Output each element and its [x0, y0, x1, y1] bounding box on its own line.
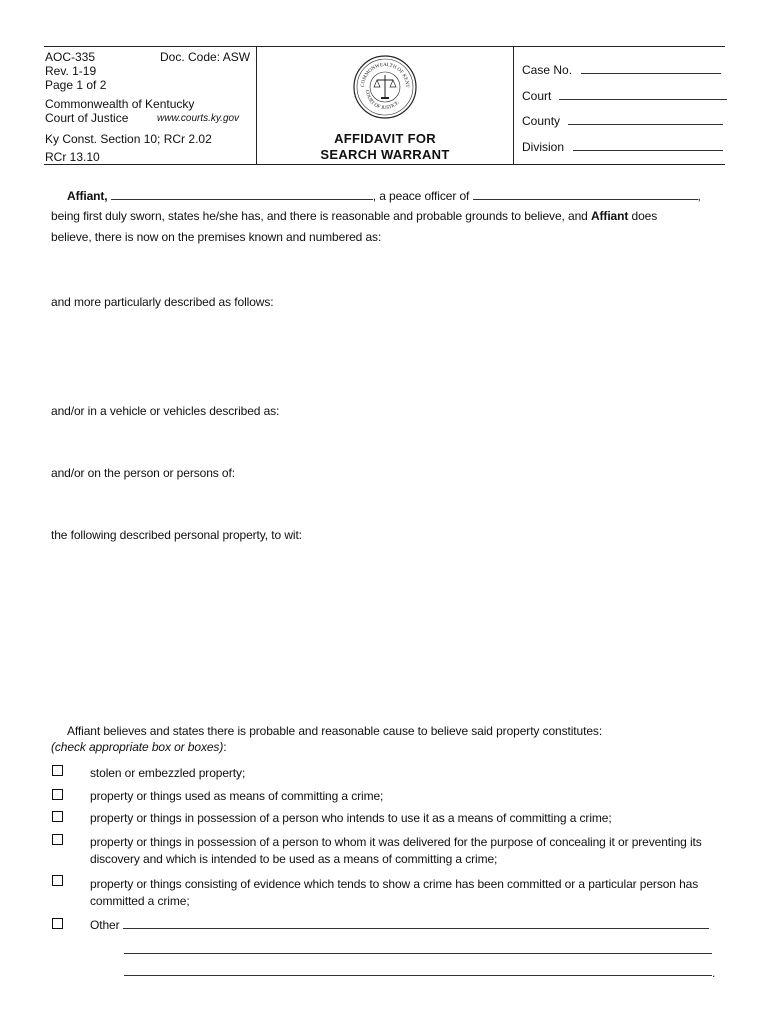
checkbox-evidence[interactable]	[52, 875, 63, 886]
other-line-2[interactable]	[124, 953, 712, 954]
check-instruction-text: (check appropriate box or boxes)	[51, 740, 224, 754]
believes-text: Affiant believes and states there is probable and reasonable cause to believe said property constitutes:	[67, 724, 603, 738]
property-text: the following described personal property, to wit:	[51, 528, 302, 542]
case-number-label: Case No.	[522, 63, 573, 77]
peace-officer-text: , a peace officer of	[372, 189, 470, 203]
division-line[interactable]	[573, 139, 723, 151]
court-field[interactable]	[522, 88, 727, 103]
division-field[interactable]	[522, 139, 723, 154]
person-text: and/or on the person or persons of:	[51, 466, 235, 480]
svg-text:COURT OF JUSTICE	[364, 90, 400, 111]
premises-text: believe, there is now on the premises known and numbered as:	[51, 230, 382, 244]
check-instruction	[51, 740, 226, 754]
checkbox-other[interactable]	[52, 918, 63, 929]
sworn-line	[51, 209, 657, 223]
option-other	[90, 917, 730, 934]
option-stolen: stolen or embezzled property;	[90, 766, 246, 780]
revision: Rev. 1-19	[45, 64, 97, 78]
sworn-text-end: does	[631, 209, 658, 223]
option-evidence: property or things consisting of evidence which tends to show a crime has been committed or a particular person has committed a crime;	[90, 877, 699, 908]
option-means: property or things used as means of committing a crime;	[90, 789, 384, 803]
affiant-name-input[interactable]	[111, 188, 373, 200]
county-label: County	[522, 114, 561, 128]
seal-text-bottom: COURT OF JUSTICE	[363, 89, 401, 112]
other-line-3[interactable]	[124, 975, 712, 976]
option-concealing: property or things in possession of a person to whom it was delivered for the purpose of concealing it or preventing its discovery and which is intended to be used as a means of committing a crime;	[90, 835, 702, 866]
affiant-line: Affiant, , a peace officer of ,	[67, 189, 701, 203]
doc-code: Doc. Code: ASW	[160, 50, 251, 64]
court-name: Court of Justice	[45, 111, 129, 125]
check-instruction-colon: :	[223, 740, 227, 754]
page-number: Page 1 of 2	[45, 78, 107, 92]
svg-text:COMMONWEALTH OF KENTUCKY	[352, 54, 409, 88]
described-text: and more particularly described as follows:	[51, 295, 274, 309]
court-seal-icon	[352, 54, 418, 120]
authority-line-1: Ky Const. Section 10; RCr 2.02	[45, 132, 212, 146]
form-title-line-1: AFFIDAVIT FOR	[334, 131, 436, 146]
affiant-label: Affiant,	[67, 189, 108, 203]
county-line[interactable]	[568, 113, 723, 125]
option-intends: property or things in possession of a person who intends to use it as a means of committing a crime;	[90, 811, 612, 825]
court-label: Court	[522, 89, 552, 103]
header-divider-right	[513, 46, 514, 165]
authority-line-2: RCr 13.10	[45, 150, 100, 164]
court-line[interactable]	[559, 88, 727, 100]
header-top-rule	[44, 46, 725, 47]
header-bottom-rule	[44, 164, 725, 165]
agency-input[interactable]	[473, 188, 698, 200]
affiant-bold: Affiant	[590, 209, 629, 223]
seal-text-top: COMMONWEALTH OF KENT	[360, 62, 410, 88]
website: www.courts.ky.gov	[157, 113, 240, 124]
checkbox-intends[interactable]	[52, 811, 63, 822]
other-line-1[interactable]	[123, 917, 709, 929]
county-field[interactable]	[522, 113, 723, 128]
checkbox-stolen[interactable]	[52, 765, 63, 776]
other-period: .	[712, 966, 716, 980]
checkbox-concealing[interactable]	[52, 834, 63, 845]
division-label: Division	[522, 140, 565, 154]
option-other-label: Other	[90, 918, 120, 932]
state-name: Commonwealth of Kentucky	[45, 97, 195, 111]
form-title-line-2: SEARCH WARRANT	[320, 147, 450, 162]
case-number-field[interactable]	[522, 62, 721, 77]
vehicle-text: and/or in a vehicle or vehicles described as:	[51, 404, 280, 418]
case-number-line[interactable]	[581, 62, 721, 74]
checkbox-means[interactable]	[52, 789, 63, 800]
form-number: AOC-335	[45, 50, 96, 64]
sworn-text: being first duly sworn, states he/she has, and there is reasonable and probable grounds to believe, and	[51, 209, 588, 223]
